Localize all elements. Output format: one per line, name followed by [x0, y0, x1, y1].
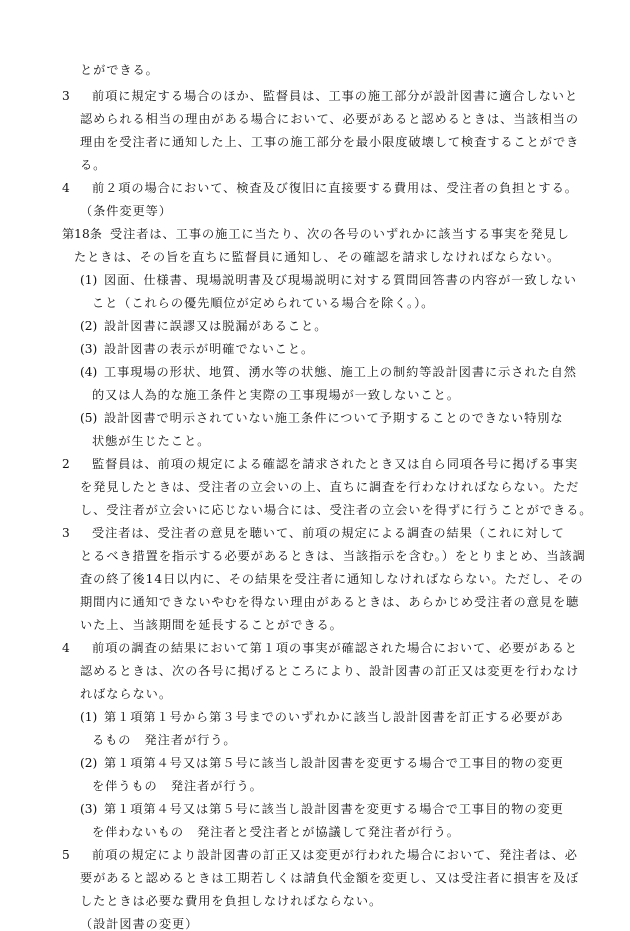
text-line: 第１項第４号又は第５号に該当し設計図書を変更する場合で工事目的物の変更	[104, 756, 564, 770]
paragraph-number: 4	[62, 641, 70, 655]
paragraph-number: 2	[62, 457, 70, 471]
text-line: こと（これらの優先順位が定められている場合を除く。）。	[92, 296, 435, 310]
text-line: を発見したときは、受注者の立会いの上、直ちに調査を行わなければならない。ただ	[80, 480, 580, 494]
text-line: 前２項の場合において、検査及び復旧に直接要する費用は、受注者の負担とする。	[92, 181, 578, 195]
text-line: るもの 発注者が行う。	[92, 733, 237, 747]
text-line: を伴うもの 発注者が行う。	[92, 779, 263, 793]
text-line: とができる。	[80, 63, 159, 77]
text-line: 受注者は、工事の施工に当たり、次の各号のいずれかに該当する事実を発見し	[110, 227, 570, 241]
paragraph-number: 4	[62, 181, 70, 195]
text-line: 前項の調査の結果において第１項の事実が確認された場合において、必要があると	[92, 641, 578, 655]
text-line: たときは、その旨を直ちに監督員に通知し、その確認を請求しなければならない。	[74, 250, 561, 264]
text-line: る。	[80, 158, 107, 172]
text-line: 図面、仕様書、現場説明書及び現場説明に対する質問回答書の内容が一致しない	[104, 273, 577, 287]
text-line: 前項の規定により設計図書の訂正又は変更が行われた場合において、発注者は、必	[92, 848, 578, 862]
text-line: 要があると認めるときは工期若しくは請負代金額を変更し、又は受注者に損害を及ぼ	[80, 871, 580, 885]
item-number: (2)	[80, 319, 98, 333]
text-line: 設計図書の表示が明確でないこと。	[104, 342, 315, 356]
text-line: 期間内に通知できないやむを得ない理由があるときは、あらかじめ受注者の意見を聴	[80, 595, 580, 609]
text-line: ればならない。	[80, 687, 172, 701]
text-line: 的又は人為的な施工条件と実際の工事現場が一致しないこと。	[92, 388, 460, 402]
text-line: 理由を受注者に通知した上、工事の施工部分を最小限度破壊して検査することができ	[80, 135, 580, 149]
text-line: し、受注者が立会いに応じない場合には、受注者の立会いを得ずに行うことができる。	[80, 503, 593, 517]
text-line: 前項に規定する場合のほか、監督員は、工事の施工部分が設計図書に適合しないと	[92, 89, 579, 103]
item-number: (3)	[80, 802, 98, 816]
text-line: 認められる相当の理由がある場合において、必要があると認めるときは、当該相当の	[80, 112, 579, 126]
text-line: とるべき措置を指示する必要があるときは、当該指示を含む。）をとりまとめ、当該調	[80, 549, 586, 563]
text-line: を伴わないもの 発注者と受注者とが協議して発注者が行う。	[92, 825, 460, 839]
item-number: (2)	[80, 756, 98, 770]
article-number: 第18条	[62, 227, 102, 241]
text-line: 監督員は、前項の規定による確認を請求されたとき又は自ら同項各号に掲げる事実	[92, 457, 579, 471]
item-number: (3)	[80, 342, 98, 356]
text-line: 状態が生じたこと。	[92, 434, 211, 448]
item-number: (4)	[80, 365, 98, 379]
section-caption: （条件変更等）	[80, 204, 172, 218]
item-number: (1)	[80, 710, 98, 724]
text-line: 査の終了後14日以内に、その結果を受注者に通知しなければならない。ただし、その	[80, 572, 584, 586]
text-line: 認めるときは、次の各号に掲げるところにより、設計図書の訂正又は変更を行わなけ	[80, 664, 580, 678]
text-line: 設計図書に誤謬又は脱漏があること。	[104, 319, 328, 333]
item-number: (1)	[80, 273, 98, 287]
section-caption: （設計図書の変更）	[80, 917, 199, 931]
text-line: 第１項第１号から第３号までのいずれかに該当し設計図書を訂正する必要があ	[104, 710, 564, 724]
text-line: いた上、当該期間を延長することができる。	[80, 618, 343, 632]
item-number: (5)	[80, 411, 98, 425]
text-line: 受注者は、受注者の意見を聴いて、前項の規定による調査の結果（これに対して	[92, 526, 565, 540]
text-line: したときは必要な費用を負担しなければならない。	[80, 894, 383, 908]
text-line: 第１項第４号又は第５号に該当し設計図書を変更する場合で工事目的物の変更	[104, 802, 564, 816]
paragraph-number: 5	[62, 848, 70, 862]
text-line: 工事現場の形状、地質、湧水等の状態、施工上の制約等設計図書に示された自然	[104, 365, 577, 379]
text-line: 設計図書で明示されていない施工条件について予期することのできない特別な	[104, 411, 564, 425]
paragraph-number: 3	[62, 526, 70, 540]
paragraph-number: 3	[62, 89, 70, 103]
